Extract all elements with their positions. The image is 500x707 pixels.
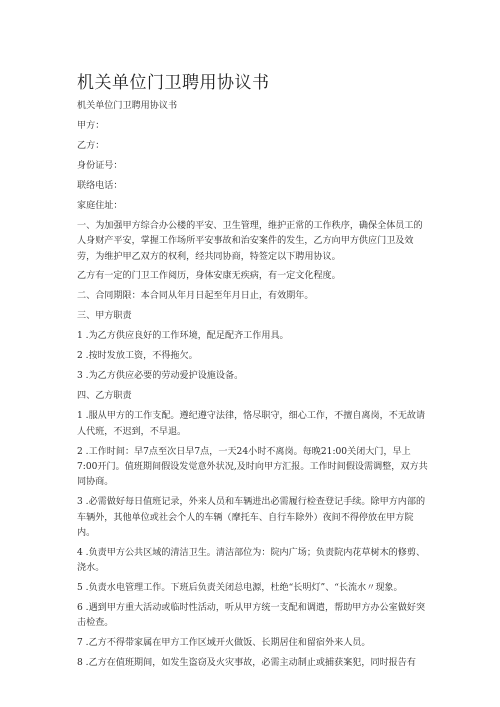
- qualification-paragraph: 乙方有一定的门卫工作阅历，身体安康无疾病，有一定文化程度。: [77, 271, 341, 282]
- address-line: 家庭住址：: [77, 200, 123, 211]
- phone-line: 联络电话：: [77, 180, 123, 191]
- party-b-item: 1 .服从甲方的工作支配。遵纪遵守法律，恪尽职守，细心工作，不擅自离岗，不无故请人代班，不迟到，不早退。: [77, 411, 426, 437]
- party-b-line: 乙方：: [77, 140, 105, 151]
- party-b-item: 6 .遇到甲方重大活动或临时性活动，听从甲方统一支配和调遣，帮助甲方办公室做好突击检查。: [77, 603, 426, 629]
- party-b-item: 8 .乙方在值班期间，如发生盗窃及火灾事故，必需主动制止或捕获案犯，同时报告有: [77, 658, 416, 669]
- party-a-line: 甲方：: [77, 120, 105, 131]
- party-b-item: 4 .负责甲方公共区域的清洁卫生。清洁部位为：院内广场；负责院内花草树木的修剪、浇水。: [77, 547, 426, 574]
- party-a-item: 1 .为乙方供应良好的工作环境，配足配齐工作用具。: [77, 331, 289, 342]
- contract-term-paragraph: 二、合同期限：本合同从年月日起至年月日止，有效期年。: [77, 291, 314, 302]
- party-a-item: 2 .按时发放工资，不得拖欠。: [77, 351, 198, 362]
- section-heading-party-b: 四、乙方职责: [77, 391, 132, 402]
- subtitle-line: 机关单位门卫聘用协议书: [77, 101, 178, 111]
- document-body: [77, 99, 429, 676]
- id-number-line: 身份证号：: [77, 160, 123, 171]
- party-b-item: 7 .乙方不得带家属在甲方工作区域开火做饭、长期居住和留宿外来人员。: [77, 638, 371, 649]
- section-one-paragraph: 一、为加强甲方综合办公楼的平安、卫生管理，维护正常的工作秩序，确保全体员工的人身财产平安，掌握工作场所平安事故和治安案件的发生，乙方向甲方供应门卫及效劳，为维护甲乙双方的权利，经共同协商，特签定以下聘用协议。: [77, 220, 423, 262]
- party-b-item: 5 .负责水电管理工作。下班后负责关闭总电源，杜绝“长明灯”、“长流水〃现象。: [77, 583, 403, 594]
- document-title: 机关单位门卫聘用协议书: [77, 73, 270, 93]
- party-b-item: 2 .工作时间：早7点至次日早7点，一天24小时不离岗。每晚21:00关闭大门，早上7:00开门。值班期间假设发觉意外状况,及时向甲方汇报。工作时间假设需调整，双方共同协商。: [77, 446, 428, 488]
- party-a-item: 3 .为乙方供应必要的劳动爱护设施设备。: [77, 371, 244, 382]
- party-b-item: 3 .必需做好每日值班记录，外来人员和车辆进出必需履行检查登记手续。除甲方内部的车辆外，其他单位或社会个人的车辆（摩托车、自行车除外）夜间不得停放在甲方院内。: [77, 497, 426, 538]
- section-heading-party-a: 三、甲方职责: [77, 311, 132, 322]
